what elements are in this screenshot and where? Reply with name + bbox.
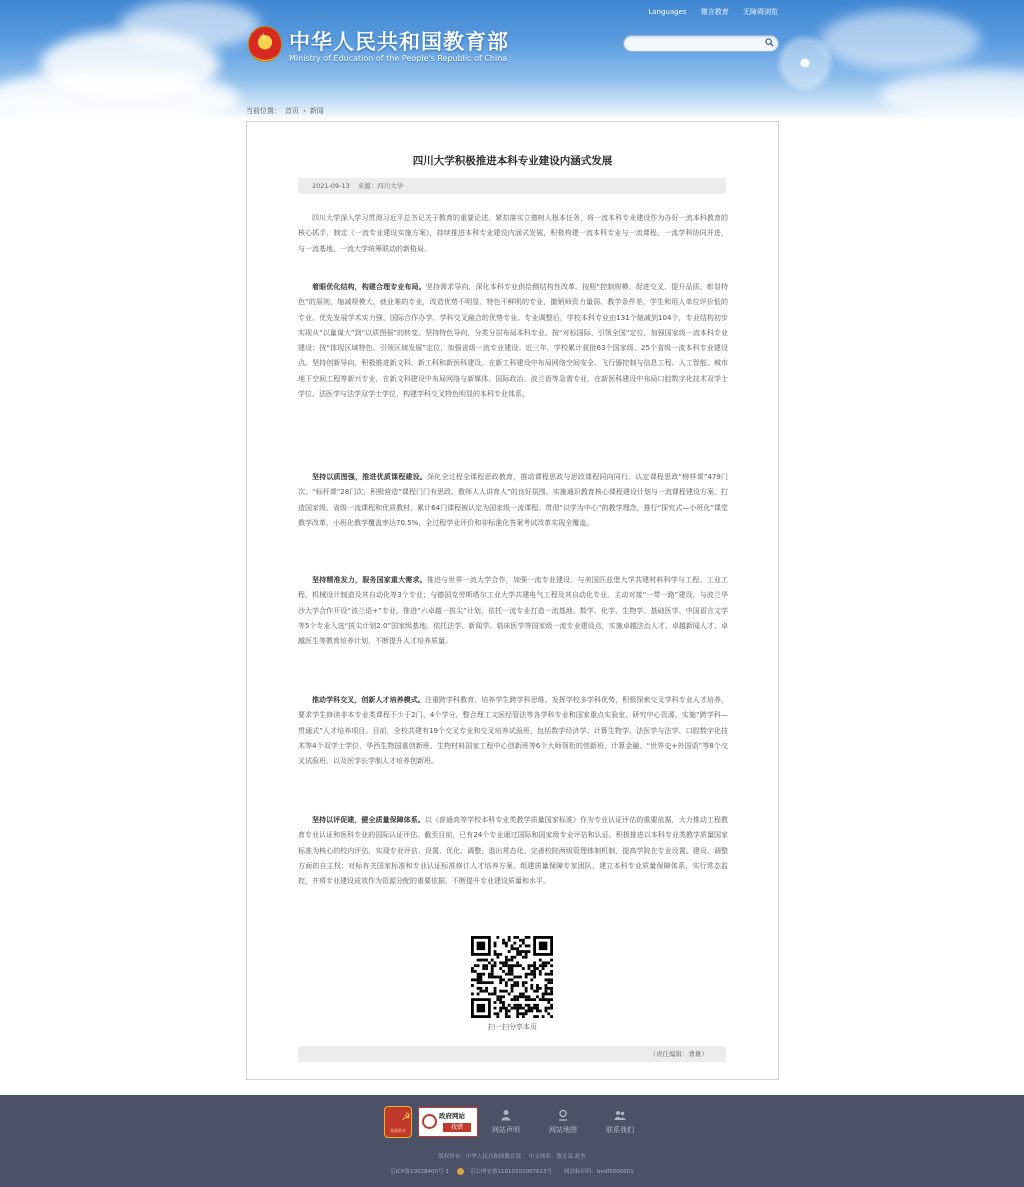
responsible-editor — [298, 1046, 726, 1062]
article-paragraph — [298, 693, 728, 769]
top-links — [636, 7, 778, 17]
party-organ-badge[interactable] — [384, 1106, 412, 1138]
paragraph-lead: 坚持精准发力，服务国家重大需求。 — [312, 576, 427, 584]
article-paragraph — [298, 280, 728, 402]
header-cloud — [820, 10, 980, 70]
site-identifier: 网站标识码：bm05000001 — [563, 1169, 634, 1175]
breadcrumb-news[interactable]: 新闻 — [309, 107, 324, 115]
article-meta — [298, 178, 726, 194]
paragraph-lead: 坚持以质图强，推进优质课程建设。 — [312, 473, 427, 481]
site-map-label: 网站地图 — [549, 1126, 577, 1134]
article-paragraph — [298, 813, 728, 889]
national-emblem-icon[interactable]: ★ — [248, 26, 282, 62]
article-paragraph — [298, 211, 728, 257]
map-pin-icon — [557, 1109, 569, 1121]
breadcrumb — [246, 106, 328, 116]
search-input[interactable] — [632, 37, 752, 49]
site-header — [0, 0, 1024, 120]
languages-link[interactable]: Languages — [648, 8, 687, 16]
gov-site-label: 政府网站 — [439, 1112, 465, 1120]
dandelion-decoration — [770, 28, 840, 98]
magnifier-icon — [422, 1114, 437, 1129]
police-badge-icon — [457, 1168, 464, 1175]
breadcrumb-prefix: 当前位置： — [246, 107, 281, 115]
report-error-button[interactable]: 找错 — [443, 1123, 471, 1132]
contact-us-label: 联系我们 — [606, 1126, 634, 1134]
qr-code — [471, 936, 553, 1018]
search-icon[interactable] — [765, 38, 774, 47]
article-container — [246, 121, 779, 1080]
police-record[interactable] — [457, 1169, 556, 1175]
paragraph-lead: 坚持以评促建，健全质量保障体系。 — [312, 816, 425, 824]
paragraph-text: 以《普通高等学校本科专业类教学质量国家标准》作为专业认证评估的重要依据，大力推动工程教育专业认证和医科专业的国际认证评估。截至目前，已有24个专业通过国际和国家级专业评估和认证。积极推进以本科专业类教学质量国家标准为核心的校内评估，实现专业评估、设置、优化、调整、退出常态化。完善校院两级管理体制机制，提高学院在专业设置、建设、调整方面的自主权；对标有关国家标准和专业认证标准修订人才培养方案，组建质量保障专家团队，建立本科专业质量保障体系，实行常态监控，并将专业建设成效作为资源分配的重要依据，不断提升专业建设质量和水平。 — [298, 816, 728, 886]
weiyan-link[interactable]: 微言教育 — [700, 8, 729, 16]
site-statement-label: 网站声明 — [492, 1126, 520, 1134]
editor-text: （责任编辑：曹雄） — [649, 1050, 708, 1058]
search-box — [623, 35, 779, 52]
gov-site-error-report[interactable] — [418, 1107, 478, 1137]
article-paragraph — [298, 573, 728, 649]
paragraph-text: 推进与世界一流大学合作，加强一流专业建设。与美国匹兹堡大学共建材料科学与工程、工业工程、机械设计制造及其自动化等3个专业；与德国克劳斯塔尔工业大学共建电气工程及其自动化专业。主动对接“一带一路”建设，与波兰华沙大学合作开设“波兰语+”专业。推进“六卓越一拔尖”计划，依托一流专业打造一流基地。数学、化学、生物学、基础医学、中国语言文学等5个专业入选“拔尖计划2.0”国家级基地。依托法学、新闻学、临床医学等国家级一流专业建设点，实施卓越法治人才、卓越新闻人才、卓越医生等教育培养计划，不断提升人才培养质量。 — [298, 576, 729, 646]
site-subtitle: Ministry of Education of the People's Republic of China — [289, 54, 508, 63]
party-organ-label: 党政机关 — [390, 1128, 406, 1133]
paragraph-text: 深化全过程全课程思政教育，推动课程思政与思政课程同向同行。认定课程思政“榜样课”479门次、“标杆课”28门次，积极营造“课程门门有思政、教师人人讲育人”的良好氛围。实施通识教育核心课程建设计划与一流课程建设方案，打造国家级、省级一流课程和优质教材，累计64门课程被认定为国家级一流课程。贯彻“以学为中心”的教学理念，推行“探究式—小班化”课堂教学改革，小班化教学覆盖率达70.5%，全过程学业评价和非标准化答案考试改革实现全覆盖。 — [298, 473, 728, 527]
party-emblem-icon: ☭ — [401, 1112, 411, 1123]
domain-text: 中文域名：教育部.政务 — [528, 1154, 586, 1160]
breadcrumb-separator: › — [303, 107, 306, 115]
police-record-text: 京公网安备11010202007623号 — [469, 1169, 552, 1175]
article-paragraph — [298, 470, 728, 531]
header-cloud — [120, 0, 260, 50]
footer-record-line — [0, 1167, 1024, 1175]
person-icon — [500, 1109, 512, 1121]
article-date: 2021-09-13 — [312, 182, 350, 190]
contact-us-link[interactable] — [600, 1109, 640, 1135]
site-statement-link[interactable] — [486, 1109, 526, 1135]
copyright-text: 版权所有：中华人民共和国教育部 — [438, 1154, 521, 1160]
contacts-icon — [614, 1109, 626, 1121]
footer-copyright-line — [0, 1152, 1024, 1160]
paragraph-lead: 推动学科交叉，创新人才培养模式。 — [312, 696, 425, 704]
site-title[interactable]: 中华人民共和国教育部 — [289, 30, 509, 54]
qr-caption: 扫一扫分享本页 — [488, 1023, 537, 1031]
header-cloud — [880, 70, 1024, 120]
paragraph-text: 坚持需求导向，深化本科专业供给侧结构性改革。按照“控制规模、促进交叉、提升品质、彰显特色”的原则，缩减规模大、就业难的专业，改造优势不明显、特色不鲜明的专业，撤销师资力量弱、教学条件差、学生和用人单位评价低的专业。优先发展学术实力强、国际合作办学、学科交叉融合的优势专业。专业调整后，学校本科专业由131个缩减到104个，专业结构初步实现从“以量谋大”到“以质图强”的转变。坚持特色导向，分类分层布局本科专业。按“对标国际、引领全国”定位，加强国家级一流本科专业建设；按“体现区域特色、引领区域发展”定位，加强省级一流专业建设。近三年，学校累计获批63个国家级、25个省级一流本科专业建设点。坚持创新导向，积极推进新文科、新工科和新医科建设。在新工科建设中布局网络空间安全、飞行器控制与信息工程、人工智能、城市地下空间工程等新兴专业，在新文科建设中布局网络与新媒体、国际政治、波兰语等急需专业，在新医科建设中布局口腔数字化技术双学士学位、法医学与法学双学士学位，构建学科交叉特色明显的本科专业体系。 — [298, 283, 728, 399]
paragraph-lead: 着眼优化结构，构建合理专业布局。 — [312, 283, 426, 291]
paragraph-text: 注重跨学科教育，培养学生跨学科思维。发挥学校多学科优势，积极探索交叉学科专业人才培养，要求学生修读非本专业类课程不少于2门、4个学分。整合理工文医经管法等各学科专业和国家重点实验室、研究中心资源，实施“跨学科—贯通式”人才培养项目。目前，全校共建有19个交叉专业和交叉培养试验班，包括数学经济学、计算生物学、法医学与法学、口腔数字化技术等4个双学士学位，华西生物国重创新班、生物材料国家工程中心创新班等6个大师领衔的创新班，计算金融、“世界史+外国语”等8个交叉试验班，以及医学长学制人才培养创新班。 — [298, 696, 728, 766]
site-map-link[interactable] — [543, 1109, 583, 1135]
icp-record[interactable]: 京ICP备10028400号-1 — [390, 1169, 449, 1175]
article-title: 四川大学积极推进本科专业建设内涵式发展 — [412, 155, 613, 167]
article-source: 来源：四川大学 — [357, 182, 404, 190]
breadcrumb-home[interactable]: 首页 — [285, 107, 299, 115]
accessibility-link[interactable]: 无障碍浏览 — [743, 8, 778, 16]
paragraph-text: 四川大学深入学习贯彻习近平总书记关于教育的重要论述，紧扣落实立德树人根本任务，将一流本科专业建设作为办好一流本科教育的核心抓手，制定《一流专业建设实施方案》，持续推进本科专业建设内涵式发展，积极构建一流本科专业与一流课程、一流学科协同并进，与一流基地、一流大学统筹联动的新格局。 — [298, 214, 728, 253]
